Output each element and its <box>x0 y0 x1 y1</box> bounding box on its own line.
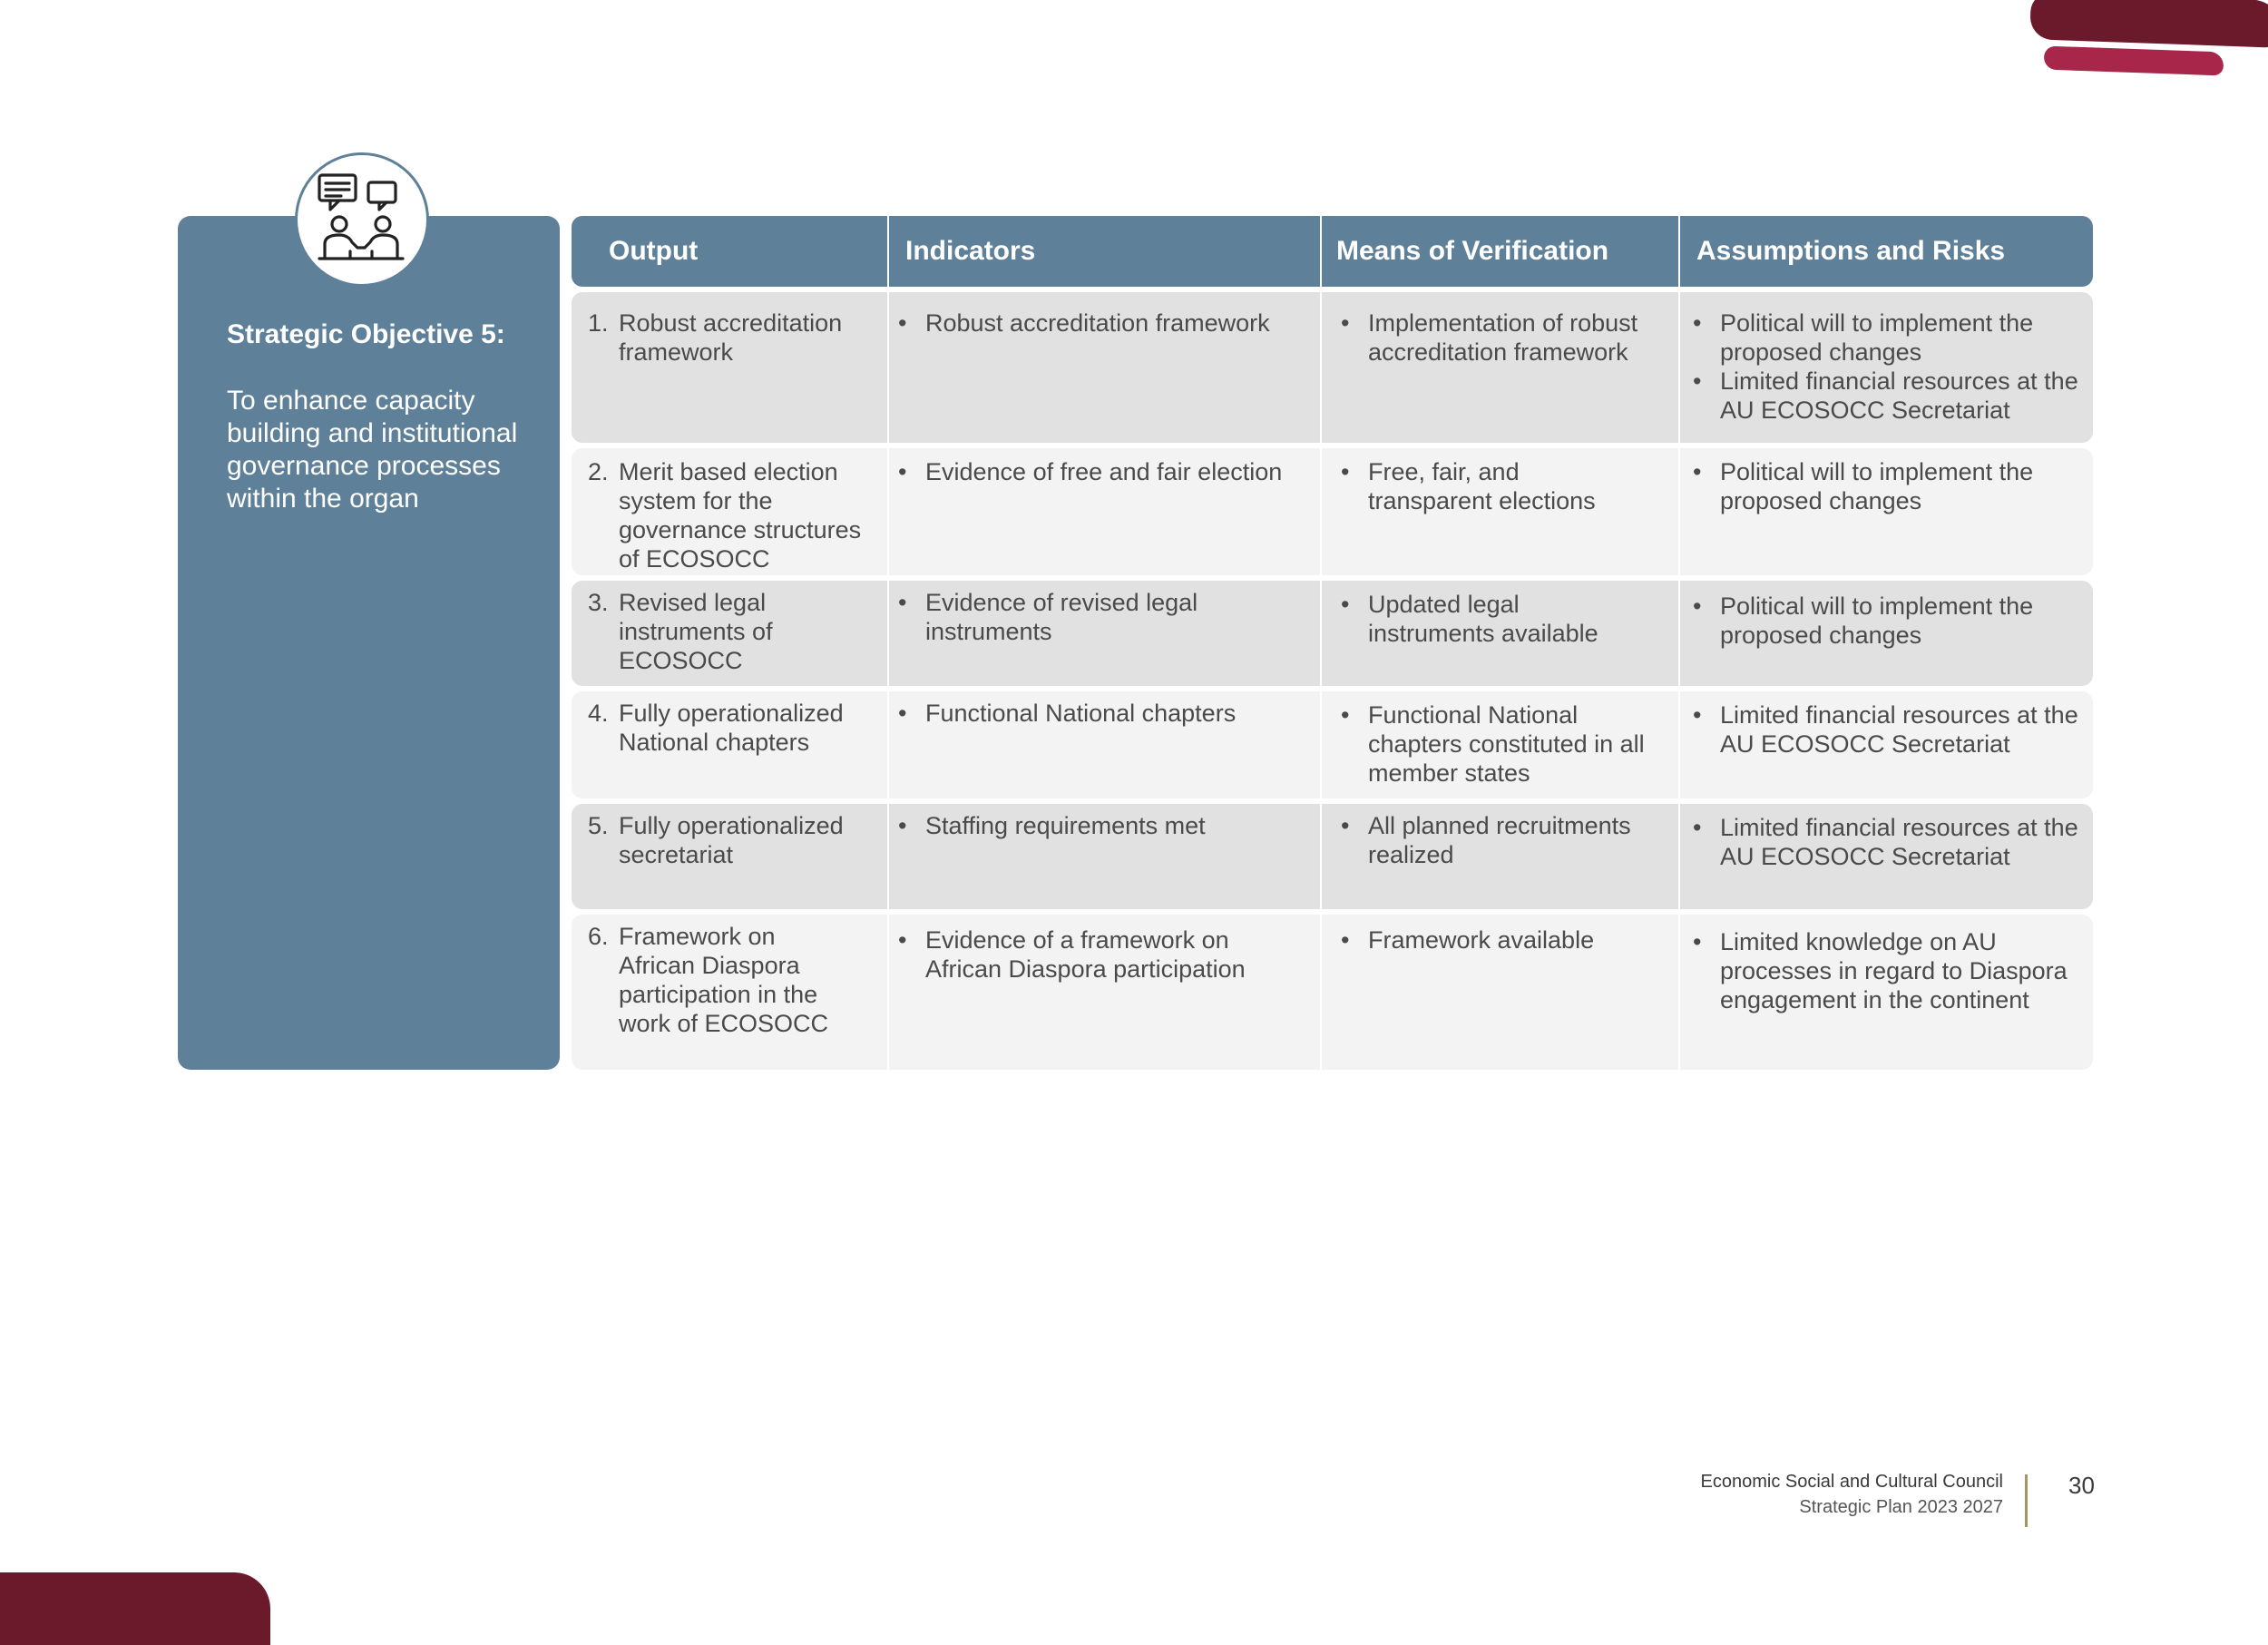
footer-organization: Economic Social and Cultural Council <box>1700 1472 2003 1492</box>
verification-cell <box>1337 590 1637 648</box>
assumptions-cell <box>1689 927 2070 1014</box>
output-text: Fully operationalized National chapters <box>619 700 844 756</box>
indicators-cell <box>894 811 1314 840</box>
column-divider <box>1678 691 1680 798</box>
column-divider <box>887 216 889 287</box>
column-divider <box>1320 581 1322 686</box>
assumption-item: • Political will to implement the proposed changes <box>1689 457 2081 515</box>
column-divider <box>887 804 889 909</box>
column-divider <box>1320 691 1322 798</box>
header-output: Output <box>609 236 699 266</box>
indicator-item: • Evidence of revised legal instruments <box>894 588 1257 646</box>
assumptions-cell <box>1689 457 2081 515</box>
header-means-of-verification: Means of Verification <box>1336 236 1609 266</box>
verification-item: • Functional National chapters constituted in all member states <box>1337 700 1675 788</box>
decorative-brush-stroke-top-small <box>2044 46 2224 76</box>
objective-title: Strategic Objective 5: <box>227 319 505 349</box>
footer-divider <box>2025 1474 2028 1527</box>
footer-plan-title: Strategic Plan 2023 2027 <box>1799 1497 2003 1517</box>
column-divider <box>1678 448 1680 575</box>
decorative-brush-stroke-bottom <box>0 1572 270 1645</box>
table-row <box>572 448 2093 575</box>
assumption-item: • Limited knowledge on AU processes in regard to Diaspora engagement in the continent <box>1689 927 2070 1014</box>
indicators-cell <box>894 308 1314 338</box>
assumption-item: • Political will to implement the proposed changes <box>1689 592 2081 650</box>
meeting-conversation-icon <box>295 152 429 287</box>
assumptions-cell <box>1689 813 2081 871</box>
objective-description: To enhance capacity building and institutional governance processes within the organ <box>227 386 518 514</box>
output-text: Robust accreditation framework <box>619 309 843 366</box>
assumption-item: • Political will to implement the proposed changes <box>1689 308 2081 367</box>
column-divider <box>1320 216 1322 287</box>
verification-item: • Updated legal instruments available <box>1337 590 1637 648</box>
header-indicators: Indicators <box>905 236 1036 266</box>
column-divider <box>887 581 889 686</box>
assumptions-cell <box>1689 308 2081 425</box>
page-number: 30 <box>2068 1472 2095 1499</box>
table-row <box>572 804 2093 909</box>
verification-item: • Implementation of robust accreditation framework <box>1337 308 1675 367</box>
table-row <box>572 691 2093 798</box>
column-divider <box>1678 216 1680 287</box>
output-number: 5. <box>588 812 609 839</box>
indicators-cell <box>894 925 1285 984</box>
column-divider <box>887 915 889 1070</box>
indicator-item: • Staffing requirements met <box>894 811 1314 840</box>
indicators-cell <box>894 699 1314 728</box>
column-divider <box>1678 581 1680 686</box>
column-divider <box>1320 448 1322 575</box>
assumption-item: • Limited financial resources at the AU ECOSOCC Secretariat <box>1689 700 2081 759</box>
output-text: Merit based election system for the governance structures of ECOSOCC <box>619 458 862 573</box>
assumptions-cell <box>1689 592 2081 650</box>
indicator-item: • Evidence of a framework on African Diaspora participation <box>894 925 1285 984</box>
output-number: 1. <box>588 309 609 337</box>
output-number: 4. <box>588 700 609 727</box>
column-divider <box>1320 915 1322 1070</box>
indicators-cell <box>894 457 1314 486</box>
column-divider <box>1678 915 1680 1070</box>
indicator-item: • Robust accreditation framework <box>894 308 1314 338</box>
column-divider <box>887 448 889 575</box>
output-number: 2. <box>588 458 609 485</box>
output-number: 3. <box>588 589 609 616</box>
indicators-cell <box>894 588 1257 646</box>
header-assumptions-and-risks: Assumptions and Risks <box>1696 236 2006 266</box>
assumptions-cell <box>1689 700 2081 759</box>
assumption-item: • Limited financial resources at the AU ECOSOCC Secretariat <box>1689 813 2081 871</box>
verification-cell <box>1337 457 1609 515</box>
verification-item: • Free, fair, and transparent elections <box>1337 457 1609 515</box>
assumption-item: • Limited financial resources at the AU ECOSOCC Secretariat <box>1689 367 2081 425</box>
column-divider <box>1320 292 1322 443</box>
output-text: Fully operationalized secretariat <box>619 812 844 868</box>
verification-cell <box>1337 700 1675 788</box>
column-divider <box>887 691 889 798</box>
output-number: 6. <box>588 923 609 950</box>
output-text: Revised legal instruments of ECOSOCC <box>619 589 773 674</box>
column-divider <box>1678 804 1680 909</box>
table-row <box>572 581 2093 686</box>
decorative-brush-stroke-top <box>2029 0 2268 48</box>
indicator-item: • Evidence of free and fair election <box>894 457 1314 486</box>
verification-item: • Framework available <box>1337 925 1675 955</box>
verification-cell <box>1337 925 1675 955</box>
table-row <box>572 915 2093 1070</box>
indicator-item: • Functional National chapters <box>894 699 1314 728</box>
verification-cell <box>1337 811 1637 869</box>
column-divider <box>1678 292 1680 443</box>
verification-cell <box>1337 308 1675 367</box>
output-text: Framework on African Diaspora participation in the work of ECOSOCC <box>619 923 829 1037</box>
table-row <box>572 292 2093 443</box>
column-divider <box>887 292 889 443</box>
table-header <box>572 216 2093 287</box>
verification-item: • All planned recruitments realized <box>1337 811 1637 869</box>
column-divider <box>1320 804 1322 909</box>
